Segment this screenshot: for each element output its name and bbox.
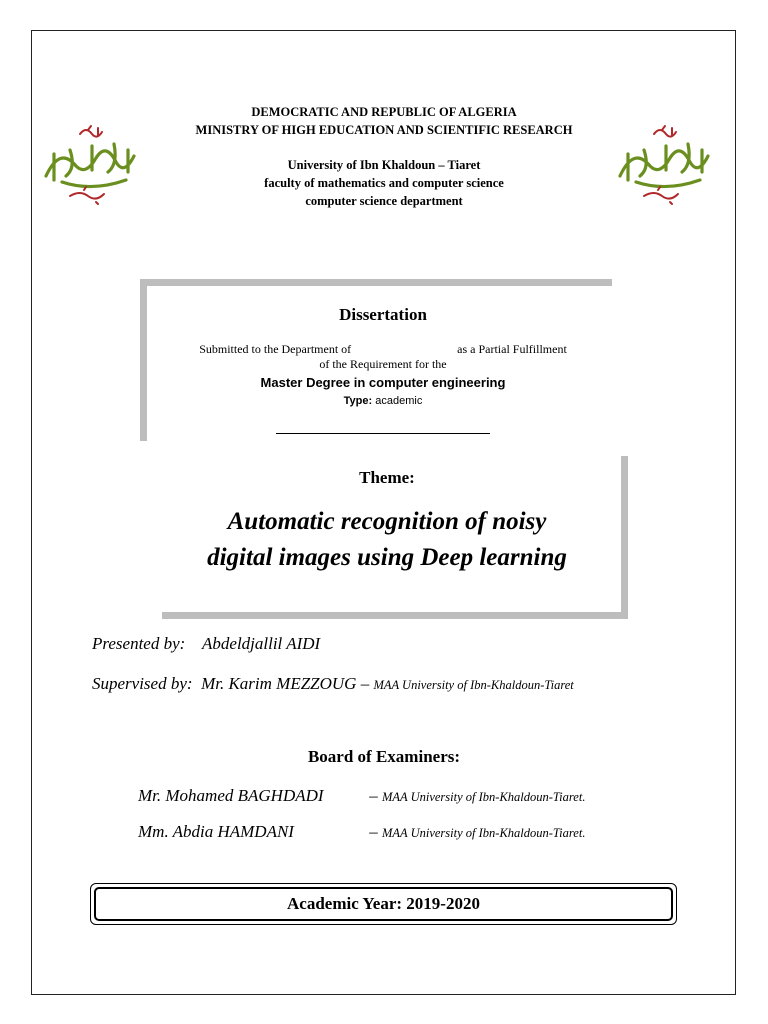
theme-title-line2: digital images using Deep learning (207, 544, 567, 571)
supervisor-affiliation: MAA University of Ibn-Khaldoun-Tiaret (373, 678, 574, 692)
dissertation-frame-top (140, 279, 612, 286)
supervisor-name: Mr. Karim MEZZOUG (201, 674, 357, 693)
examiner-name: Mr. Mohamed BAGHDADI (138, 786, 324, 805)
dissertation-title: Dissertation (339, 305, 427, 324)
examiner-dash: – (369, 786, 378, 805)
supervised-label: Supervised by: (92, 674, 193, 693)
presented-by (92, 634, 320, 654)
department-line: computer science department (305, 194, 463, 208)
examiner-affiliation: MAA University of Ibn-Khaldoun-Tiaret. (382, 790, 586, 804)
submitted-suffix: as a Partial Fulfillment (457, 342, 567, 356)
supervised-by (92, 674, 574, 694)
requirement-line: of the Requirement for the (319, 357, 447, 371)
submission-statement (150, 342, 616, 372)
submitted-prefix: Submitted to the Department of (199, 342, 352, 356)
examiner-dash: – (369, 822, 378, 841)
theme-title-line1: Automatic recognition of noisy (227, 508, 547, 535)
academic-year-box (90, 883, 677, 925)
academic-year: Academic Year: 2019-2020 (94, 887, 673, 921)
theme-title (150, 504, 624, 576)
supervisor-dash: – (360, 674, 370, 693)
presented-label: Presented by: (92, 634, 186, 653)
dissertation-type (150, 395, 616, 407)
examiner-row (138, 786, 585, 806)
dissertation-frame-left (140, 279, 147, 441)
type-label: Type: (343, 395, 373, 407)
university-line: University of Ibn Khaldoun – Tiaret (287, 158, 481, 172)
theme-frame-bottom (162, 612, 628, 619)
examiner-name: Mm. Abdia HAMDANI (138, 822, 294, 841)
type-value: academic (375, 395, 423, 407)
board-title: Board of Examiners: (307, 747, 461, 766)
ministry-header (130, 103, 638, 139)
faculty-line: faculty of mathematics and computer science (264, 176, 504, 190)
presenter-name: Abdeldjallil AIDI (202, 634, 321, 653)
university-logo-left (40, 114, 140, 214)
country-line: DEMOCRATIC AND REPUBLIC OF ALGERIA (251, 105, 517, 119)
examiner-affiliation: MAA University of Ibn-Khaldoun-Tiaret. (382, 826, 586, 840)
divider-line (276, 433, 490, 434)
university-header (130, 156, 638, 210)
ministry-line: MINISTRY OF HIGH EDUCATION AND SCIENTIFIC RESEARCH (195, 123, 573, 137)
degree-title: Master Degree in computer engineering (260, 375, 506, 390)
examiner-row (138, 822, 585, 842)
theme-label: Theme: (359, 468, 415, 487)
